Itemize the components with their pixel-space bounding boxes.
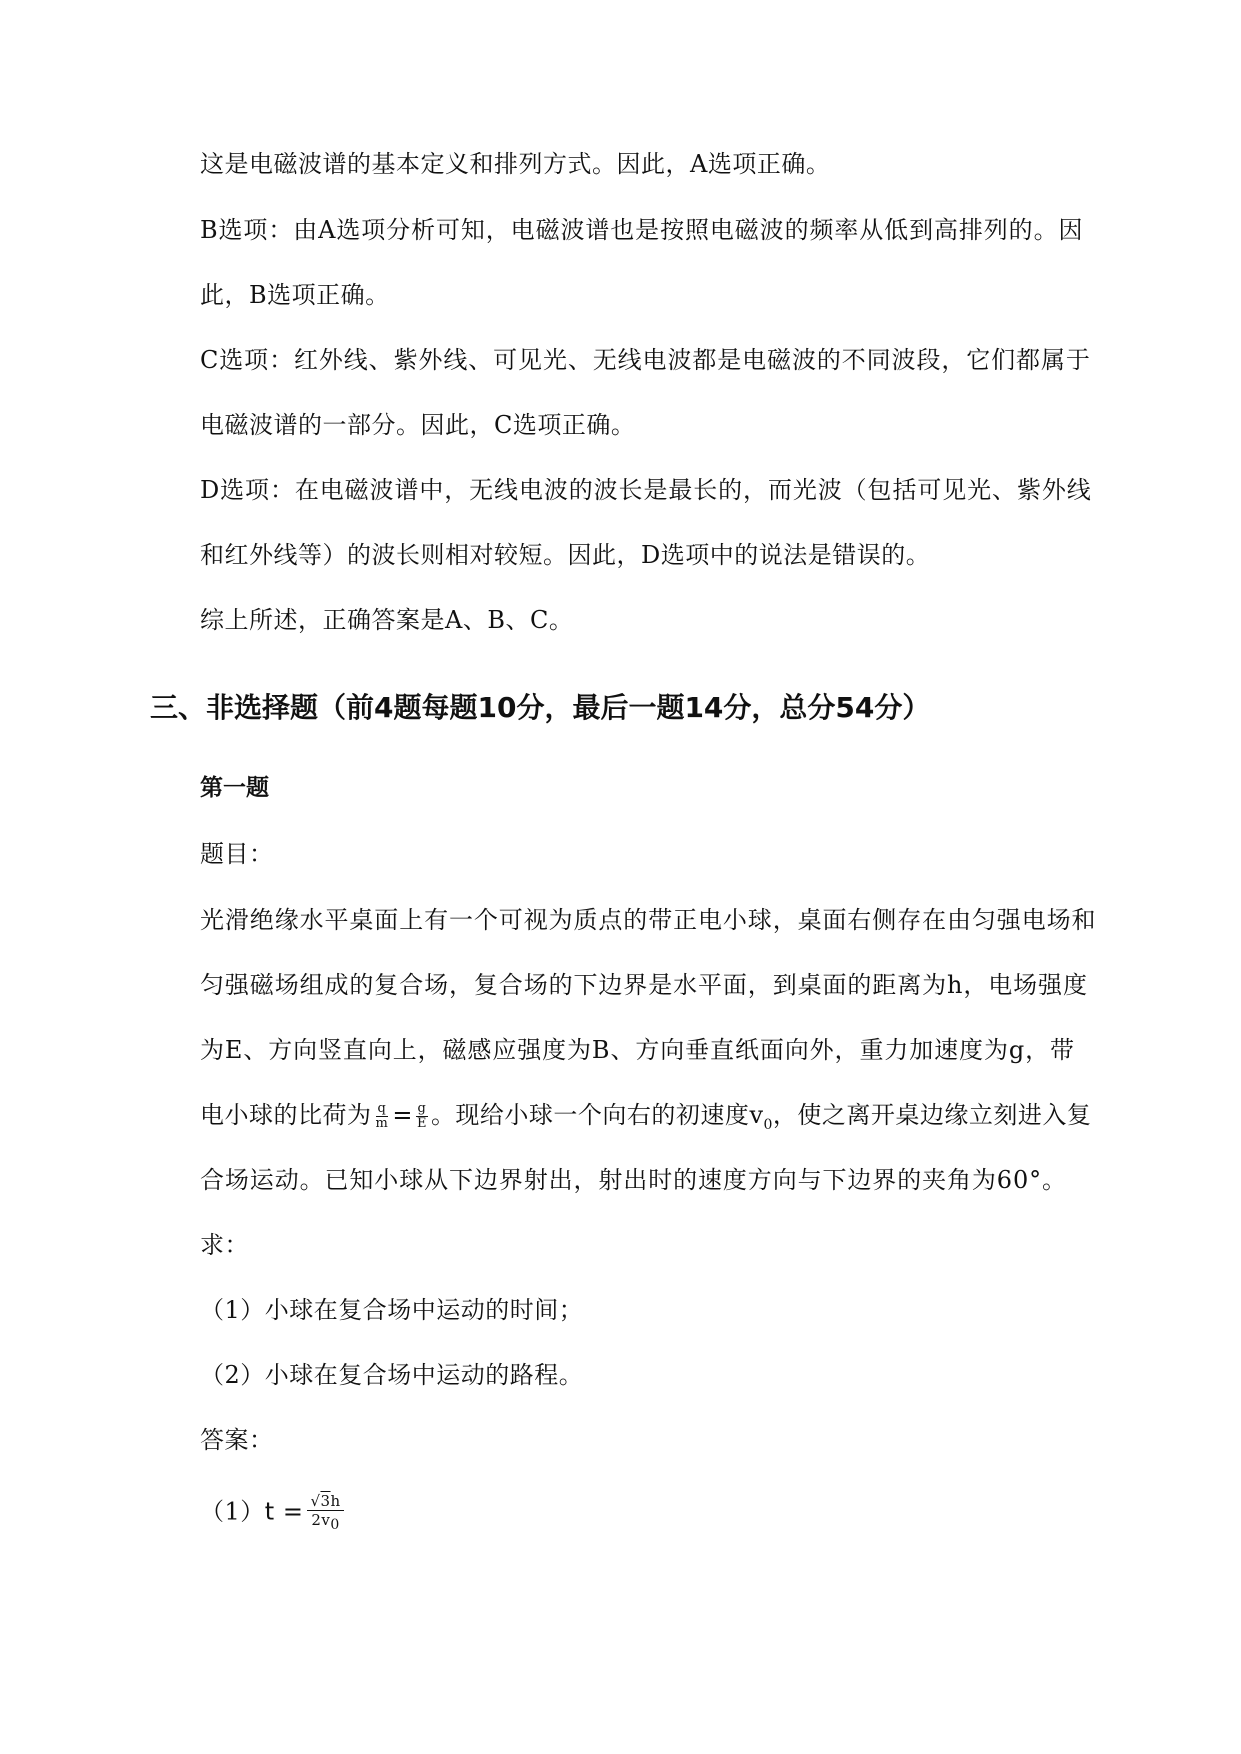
velocity-symbol: v — [749, 1101, 764, 1129]
fraction-numerator-g: g — [417, 1101, 427, 1116]
answer-1-fraction — [307, 1492, 343, 1534]
numerator-h: h — [330, 1492, 341, 1510]
sub-question-2: （2）小球在复合场中运动的路程。 — [200, 1361, 584, 1389]
analysis-d-line2: 和红外线等）的波长则相对较短。因此，D选项中的说法是错误的。 — [200, 541, 931, 569]
fraction-denominator-e: E — [416, 1116, 427, 1131]
analysis-b-line1: B选项：由A选项分析可知，电磁波谱也是按照电磁波的频率从低到高排列的。因 — [200, 216, 1084, 244]
question-ask: 求： — [200, 1231, 249, 1259]
sqrt-radicand: 3 — [320, 1492, 331, 1510]
sub-question-1: （1）小球在复合场中运动的时间； — [200, 1296, 584, 1324]
fraction-numerator-q: q — [377, 1101, 387, 1116]
question-text-line1: 光滑绝缘水平桌面上有一个可视为质点的带正电小球，桌面右侧存在由匀强电场和 — [200, 906, 1097, 934]
equals-sign: = — [392, 1101, 413, 1129]
analysis-c-line2: 电磁波谱的一部分。因此，C选项正确。 — [200, 411, 636, 439]
question-label: 题目： — [200, 840, 274, 868]
enter-field-text: ，使之离开桌边缘立刻进入复 — [772, 1101, 1092, 1129]
question-heading: 第一题 — [200, 775, 269, 801]
denominator-subscript: 0 — [330, 1517, 340, 1533]
section-title: 三、非选择题（前4题每题10分，最后一题14分，总分54分） — [150, 691, 931, 724]
answer-label: 答案： — [200, 1426, 274, 1454]
question-text-line2: 匀强磁场组成的复合场，复合场的下边界是水平面，到桌面的距离为h，电场强度 — [200, 971, 1088, 999]
analysis-d-line1: D选项：在电磁波谱中，无线电波的波长是最长的，而光波（包括可见光、紫外线 — [200, 476, 1092, 504]
analysis-summary: 综上所述，正确答案是A、B、C。 — [200, 606, 574, 634]
question-text-line5: 合场运动。已知小球从下边界射出，射出时的速度方向与下边界的夹角为60°。 — [200, 1166, 1067, 1194]
question-text-line3: 为E、方向竖直向上，磁感应强度为B、方向垂直纸面向外，重力加速度为g，带 — [200, 1036, 1075, 1064]
q-over-m-fraction — [374, 1102, 391, 1131]
answer-1-denominator — [311, 1511, 339, 1534]
answer-1-prefix: （1） — [200, 1497, 265, 1526]
fraction-denominator-m: m — [375, 1116, 389, 1131]
sqrt-symbol: √ — [310, 1492, 321, 1510]
answer-1-numerator — [307, 1492, 343, 1511]
analysis-b-line2: 此，B选项正确。 — [200, 281, 390, 309]
velocity-subscript: 0 — [763, 1116, 773, 1133]
analysis-a-conclusion: 这是电磁波谱的基本定义和排列方式。因此，A选项正确。 — [200, 150, 831, 178]
g-over-e-fraction — [415, 1102, 429, 1131]
charge-ratio-intro: 电小球的比荷为 — [200, 1101, 372, 1129]
question-text-line4 — [200, 1099, 1091, 1141]
denominator-2v: 2v — [311, 1511, 331, 1529]
answer-1 — [200, 1492, 344, 1534]
initial-velocity-intro: 。现给小球一个向右的初速度 — [430, 1101, 750, 1129]
answer-1-variable: t = — [264, 1497, 304, 1526]
analysis-c-line1: C选项：红外线、紫外线、可见光、无线电波都是电磁波的不同波段，它们都属于 — [200, 346, 1091, 374]
